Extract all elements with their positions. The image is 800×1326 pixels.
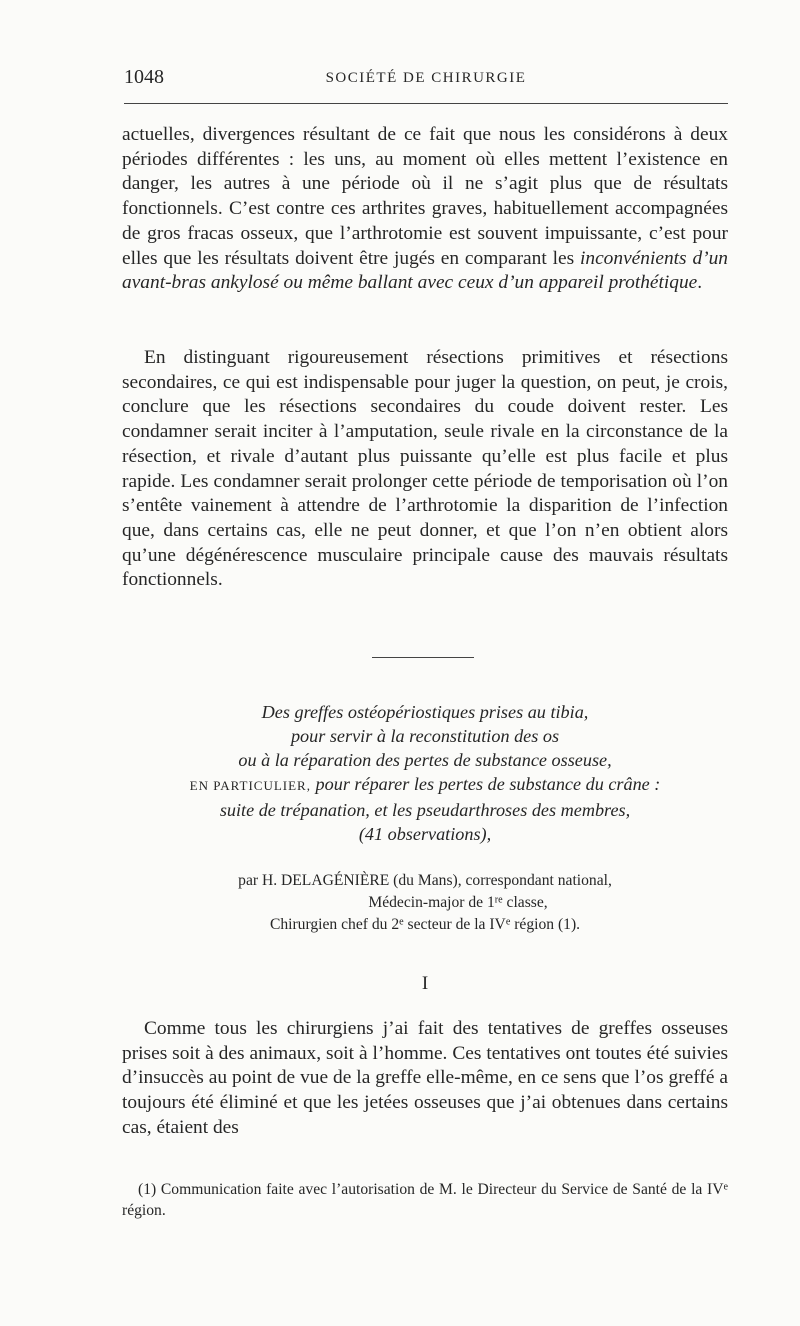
header-rule: [124, 103, 728, 104]
paragraph-text: En distinguant rigoureusement résections primitives et résections secondaires, ce qui est indispensable pour juger la question, on peut, je crois, conclure que les résections secondaires du coude doivent rester. Les condamner serait inciter à l’amputation, seule rivale en la circonstance de la résection, et rivale d’autant plus puissante qu’elle est plus facile et plus rapide. Les condamner serait prolonger cette période de temporisation où l’on s’entête vainement à attendre de l’arthrotomie la disparition de l’infection que, dans certains cas, elle ne peut donner, et que l’on n’en obtient alors qu’une dégénérescence musculaire principale cause des mauvais résultats fonctionnels.: [122, 347, 728, 591]
page-header: [124, 68, 728, 88]
superscript: e: [505, 916, 511, 928]
author-position-text: secteur de la IV: [403, 916, 506, 933]
title-line: (41 observations),: [358, 824, 492, 844]
title-smallcaps: EN PARTICULIER,: [189, 778, 311, 793]
paragraph-continuation: [122, 123, 728, 296]
section-separator: [372, 657, 474, 658]
running-title: SOCIÉTÉ DE CHIRURGIE: [325, 70, 527, 86]
author-position-text: Chirurgien chef du 2: [269, 916, 400, 933]
page-number: 1048: [124, 66, 164, 88]
footnote-text: région.: [122, 1202, 166, 1219]
italic-phrase: inconvénients d’un avant-bras ankylosé ou même ballant avec ceux d’un appareil prothétique: [122, 247, 728, 294]
title-line: pour servir à la reconstitution des os: [290, 726, 560, 746]
author-line: par H. DELAGÉNIÈRE (du Mans), correspondant national,: [238, 872, 612, 889]
author-byline: [122, 870, 728, 936]
title-line: ou à la réparation des pertes de substance osseuse,: [238, 750, 612, 770]
title-line: Des greffes ostéopériostiques prises au tibia,: [261, 702, 589, 722]
superscript: re: [494, 894, 503, 906]
superscript: e: [723, 1181, 728, 1193]
paragraph-text: actuelles, divergences résultant de ce fait que nous les considérons à deux périodes différentes : les uns, au moment où elles mettent l’existence en danger, les autres à une période où il ne s’agit plus que de résultats fonctionnels. C’est contre ces arthrites graves, habituellement accompagnées de gros fracas osseux, que l’arthrotomie est souvent impuissante, c’est pour elles que les résultats doivent être jugés en comparant les: [122, 124, 728, 269]
paragraph-text: Comme tous les chirurgiens j’ai fait des tentatives de greffes osseuses prises soit à des animaux, soit à l’homme. Ces tentatives ont toutes été suivies d’insuccès au point de vue de la greffe elle-même, en ce sens que l’os greffé a toujours été éliminé et que les jetées osseuses que j’ai obtenues dans certains cas, étaient des: [122, 1018, 728, 1138]
paragraph: [122, 1017, 728, 1141]
author-rank-text: classe,: [502, 894, 548, 911]
author-position-text: région (1).: [510, 916, 581, 933]
title-line-rest: pour réparer les pertes de substance du crâne :: [310, 774, 661, 794]
superscript: e: [399, 916, 404, 928]
paragraph: [122, 346, 728, 593]
author-rank: [122, 892, 728, 914]
title-line: suite de trépanation, et les pseudarthroses des membres,: [219, 800, 631, 820]
article-title: [122, 700, 728, 846]
footnote-text: (1) Communication faite avec l’autorisation de M. le Directeur du Service de Santé de la IV: [138, 1181, 724, 1198]
title-line: [122, 772, 728, 798]
author-position: [122, 914, 728, 936]
footnote: [122, 1179, 728, 1221]
author-rank-text: Médecin-major de 1: [368, 894, 495, 911]
section-heading: I: [421, 973, 429, 994]
paragraph-end: .: [697, 272, 703, 294]
